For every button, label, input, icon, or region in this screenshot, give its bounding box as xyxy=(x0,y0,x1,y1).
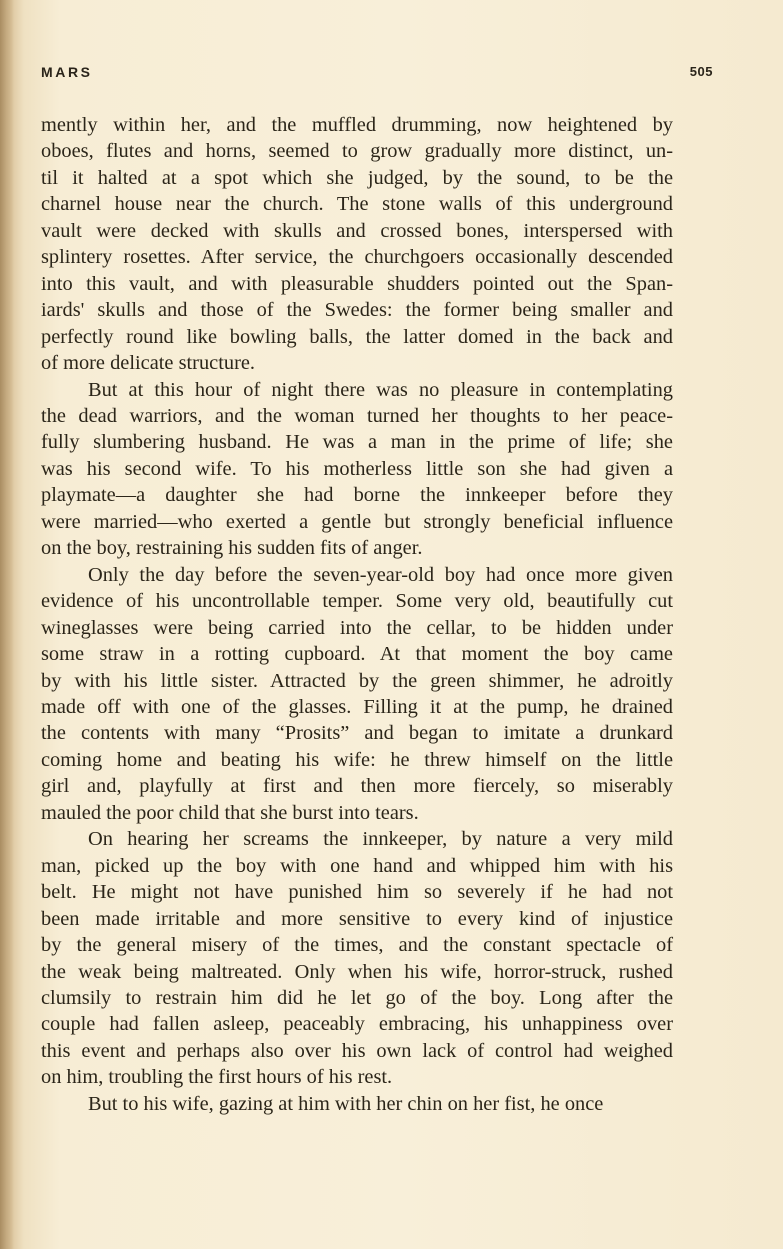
text-line: belt. He might not have punished him so severely if he had not xyxy=(41,881,673,904)
text-line: playmate—a daughter she had borne the innkeeper before they xyxy=(41,484,673,507)
text-line: iards' skulls and those of the Swedes: the former being smaller and xyxy=(41,299,673,322)
paragraph xyxy=(41,377,673,562)
body-text xyxy=(41,112,673,1117)
text-line: til it halted at a spot which she judged, by the sound, to be the xyxy=(41,166,673,189)
text-line: But to his wife, gazing at him with her chin on her fist, he once xyxy=(88,1092,604,1115)
text-line: some straw in a rotting cupboard. At that moment the boy came xyxy=(41,643,673,666)
text-line: were married—who exerted a gentle but strongly beneficial influence xyxy=(41,510,673,533)
running-head xyxy=(41,64,713,88)
text-line: Only the day before the seven-year-old boy had once more given xyxy=(88,563,673,586)
text-line: charnel house near the church. The stone walls of this underground xyxy=(41,193,673,216)
text-line: mauled the poor child that she burst into tears. xyxy=(41,801,419,824)
text-line: the dead warriors, and the woman turned her thoughts to her peace- xyxy=(41,404,673,427)
text-line: made off with one of the glasses. Filling it at the pump, he drained xyxy=(41,695,673,718)
text-line: the weak being maltreated. Only when his wife, horror-struck, rushed xyxy=(41,960,673,983)
text-line: by with his little sister. Attracted by the green shimmer, he adroitly xyxy=(41,669,673,692)
text-line: mently within her, and the muffled drumming, now heightened by xyxy=(41,114,673,136)
text-line: on the boy, restraining his sudden fits of anger. xyxy=(41,537,423,560)
text-line: But at this hour of night there was no pleasure in contemplating xyxy=(88,378,673,401)
text-line: man, picked up the boy with one hand and whipped him with his xyxy=(41,854,673,877)
text-line: fully slumbering husband. He was a man in the prime of life; she xyxy=(41,431,673,454)
paragraph xyxy=(41,562,673,827)
text-line: coming home and beating his wife: he threw himself on the little xyxy=(41,748,673,771)
text-line: vault were decked with skulls and crossed bones, interspersed with xyxy=(41,219,673,242)
text-line: clumsily to restrain him did he let go of the boy. Long after the xyxy=(41,986,673,1009)
page-gutter-shadow xyxy=(0,0,14,1249)
text-line: been made irritable and more sensitive to every kind of injustice xyxy=(41,907,673,930)
text-line: was his second wife. To his motherless little son she had given a xyxy=(41,457,673,480)
paragraph xyxy=(41,826,673,1091)
page-number: 505 xyxy=(689,64,713,79)
paragraph xyxy=(41,112,673,377)
text-line: the contents with many “Prosits” and began to imitate a drunkard xyxy=(41,722,673,745)
text-line: girl and, playfully at first and then more fiercely, so miserably xyxy=(41,775,673,798)
text-line: couple had fallen asleep, peaceably embracing, his unhappiness over xyxy=(41,1013,673,1036)
text-line: On hearing her screams the innkeeper, by nature a very mild xyxy=(88,828,673,851)
text-line: perfectly round like bowling balls, the latter domed in the back and xyxy=(41,325,673,348)
text-line: by the general misery of the times, and the constant spectacle of xyxy=(41,934,673,957)
text-line: evidence of his uncontrollable temper. Some very old, beautifully cut xyxy=(41,590,673,613)
text-line: this event and perhaps also over his own lack of control had weighed xyxy=(41,1039,673,1062)
text-line: into this vault, and with pleasurable shudders pointed out the Span- xyxy=(41,272,673,295)
paragraph xyxy=(41,1091,673,1117)
text-line: wineglasses were being carried into the cellar, to be hidden under xyxy=(41,616,673,639)
text-line: oboes, flutes and horns, seemed to grow gradually more distinct, un- xyxy=(41,140,673,163)
text-line: on him, troubling the first hours of his rest. xyxy=(41,1066,393,1089)
text-line: of more delicate structure. xyxy=(41,352,256,375)
running-head-title: MARS xyxy=(41,64,93,80)
text-line: splintery rosettes. After service, the churchgoers occasionally descended xyxy=(41,246,673,269)
